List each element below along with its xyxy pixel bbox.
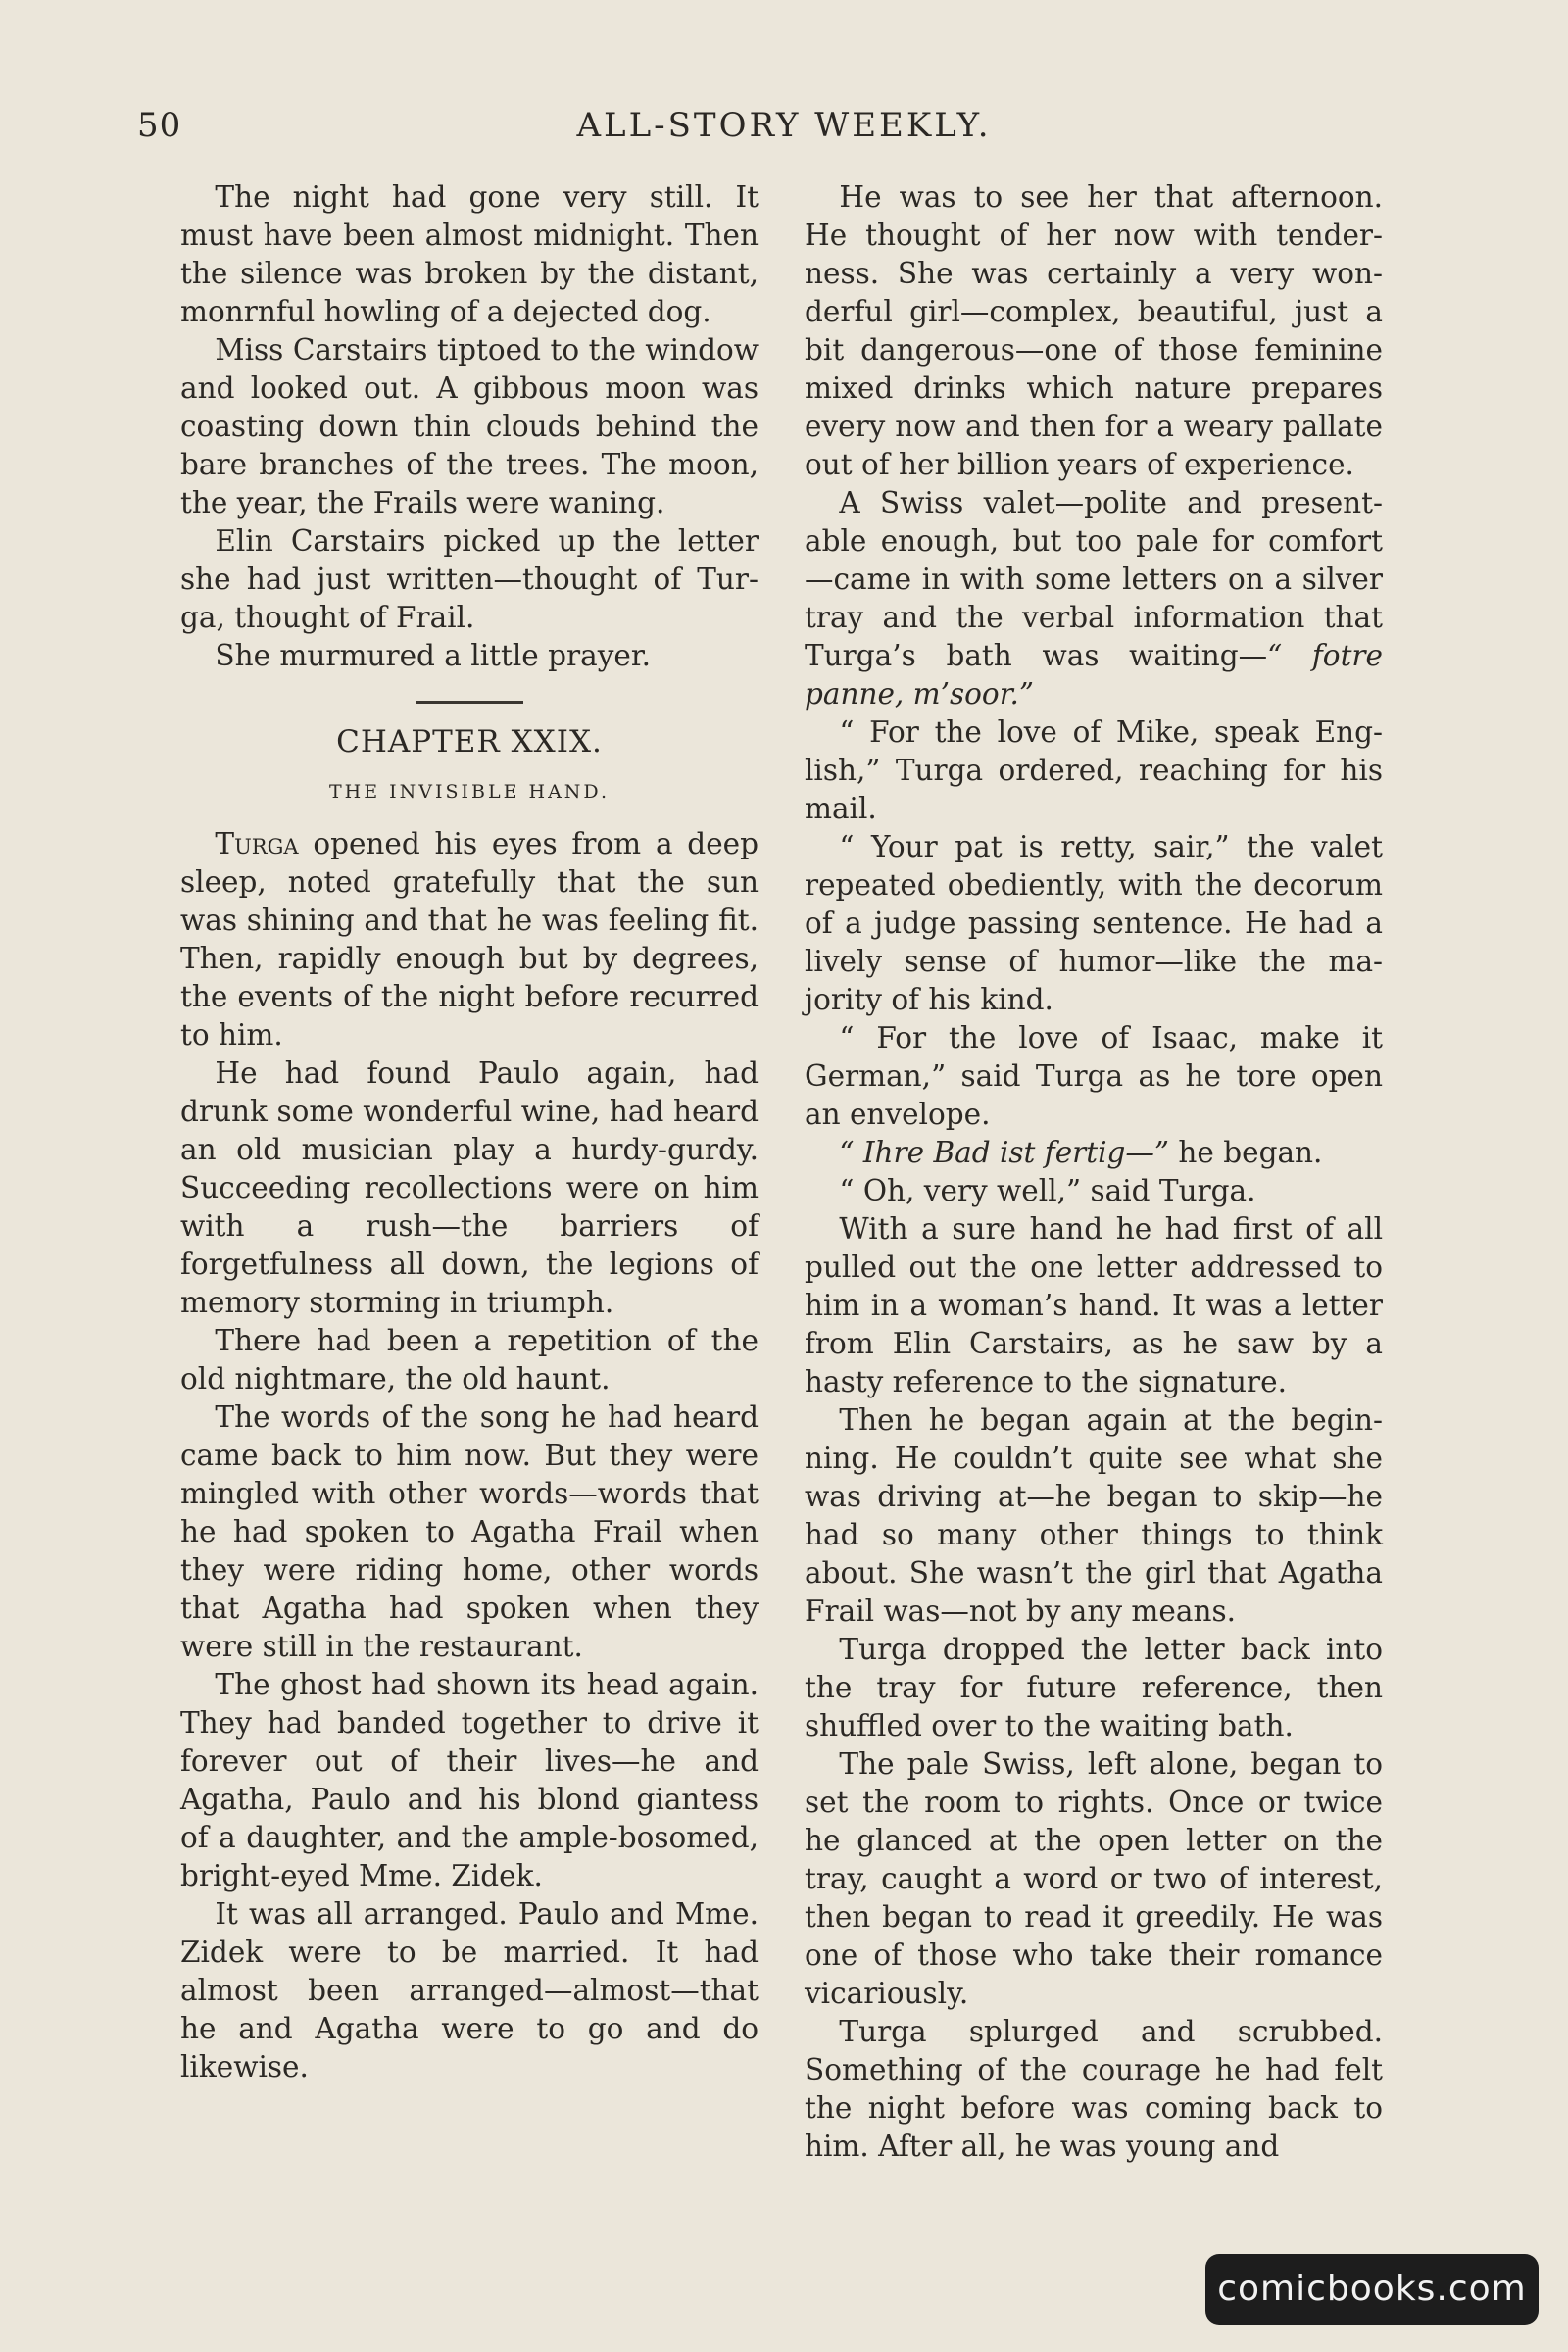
paragraph: The words of the song he had heard came back to him now. But they were mingled with other words—words that he had spoken to Agatha Frail when they were riding home, other words that Agatha had spoken when they were still in the restaurant. bbox=[180, 1400, 759, 1663]
left-column bbox=[180, 178, 759, 2086]
paragraph: Turga dropped the letter back into the tray for future reference, then shuffled over to the waiting bath. bbox=[805, 1633, 1383, 1742]
paragraph-text: he began. bbox=[1169, 1136, 1323, 1169]
paragraph: The ghost had shown its head again. They had banded together to drive it forever out of their lives—he and Agatha, Paulo and his blond giantess of a daughter, and the ample-bosomed, bright-eyed Mme. Zidek. bbox=[180, 1668, 759, 1892]
paragraph-text: A Swiss valet—polite and presentable enough, but too pale for comfort —came in with some letters on a silver tray and the verbal information that Turga’s bath was waiting— bbox=[805, 486, 1383, 672]
paragraph-text: opened his eyes from a deep sleep, noted gratefully that the sun was shining and that he was feeling fit. Then, rapidly enough but by degrees, the events of the night before recurred to him. bbox=[180, 827, 759, 1052]
paragraph bbox=[805, 484, 1383, 713]
paragraph: Miss Carstairs tiptoed to the window and looked out. A gibbous moon was coasting down thin clouds behind the bare branches of the trees. The moon, the year, the Frails were waning. bbox=[180, 333, 759, 519]
paragraph: He was to see her that afternoon. He thought of her now with tenderness. She was certainly a very wonderful girl—complex, beautiful, just a bit dangerous—one of those feminine mixed drinks which nature prepares every now and then for a weary pallate out of her billion years of experience. bbox=[805, 180, 1383, 481]
right-column bbox=[805, 178, 1383, 2166]
site-watermark: comicbooks.com bbox=[1205, 2254, 1539, 2325]
paragraph: He had found Paulo again, had drunk some wonderful wine, had heard an old musician play a hurdy-gurdy. Succeeding recollections were on him with a rush—the barriers of forgetfulness all down, the legions of memory storming in triumph. bbox=[180, 1056, 759, 1319]
paragraph bbox=[180, 825, 759, 1054]
paragraph: “ Your pat is retty, sair,” the valet repeated obediently, with the decorum of a judge passing sentence. He had a lively sense of humor—like the majority of his kind. bbox=[805, 830, 1383, 1016]
paragraph: “ Oh, very well,” said Turga. bbox=[839, 1174, 1256, 1207]
paragraph bbox=[805, 1134, 1383, 1172]
page-header bbox=[0, 106, 1568, 155]
page-number: 50 bbox=[137, 106, 182, 145]
paragraph: It was all arranged. Paulo and Mme. Zidek were to be married. It had almost been arranged—almost—that he and Agatha were to go and do likewise. bbox=[180, 1897, 759, 2083]
section-divider bbox=[416, 701, 523, 704]
chapter-heading: CHAPTER XXIX. bbox=[336, 724, 603, 760]
paragraph: “ For the love of Isaac, make it German,” said Turga as he tore open an envelope. bbox=[805, 1021, 1383, 1131]
paragraph: The pale Swiss, left alone, began to set the room to rights. Once or twice he glanced at the open letter on the tray, caught a word or two of interest, then began to read it greedily. He was one of those who take their romance vicariously. bbox=[805, 1747, 1383, 2010]
paragraph: She murmured a little prayer. bbox=[215, 639, 652, 672]
italic-quote: “ Ihre Bad ist fertig—” bbox=[839, 1136, 1170, 1169]
italic-quote: “ fotre panne, m’soor.” bbox=[805, 639, 1383, 710]
chapter-title: THE INVISIBLE HAND. bbox=[328, 781, 611, 803]
paragraph: Elin Carstairs picked up the letter she had just written—thought of Turga, thought of Frail. bbox=[180, 524, 759, 634]
lead-word: Turga bbox=[215, 827, 299, 860]
paragraph: With a sure hand he had first of all pulled out the one letter addressed to him in a woman’s hand. It was a letter from Elin Carstairs, as he saw by a hasty reference to the signature. bbox=[805, 1212, 1383, 1398]
paragraph: Then he began again at the beginning. He couldn’t quite see what she was driving at—he began to skip—he had so many other things to think about. She wasn’t the girl that Agatha Frail was—not by any means. bbox=[805, 1403, 1383, 1628]
paragraph: The night had gone very still. It must have been almost midnight. Then the silence was broken by the distant, monrnful howling of a dejected dog. bbox=[180, 180, 759, 328]
paragraph: Turga splurged and scrubbed. Something of the courage he had felt the night before was coming back to him. After all, he was young and bbox=[805, 2015, 1383, 2163]
magazine-title: ALL-STORY WEEKLY. bbox=[576, 106, 992, 145]
paragraph: “ For the love of Mike, speak English,” Turga ordered, reaching for his mail. bbox=[805, 715, 1383, 825]
paragraph: There had been a repetition of the old nightmare, the old haunt. bbox=[180, 1324, 759, 1396]
